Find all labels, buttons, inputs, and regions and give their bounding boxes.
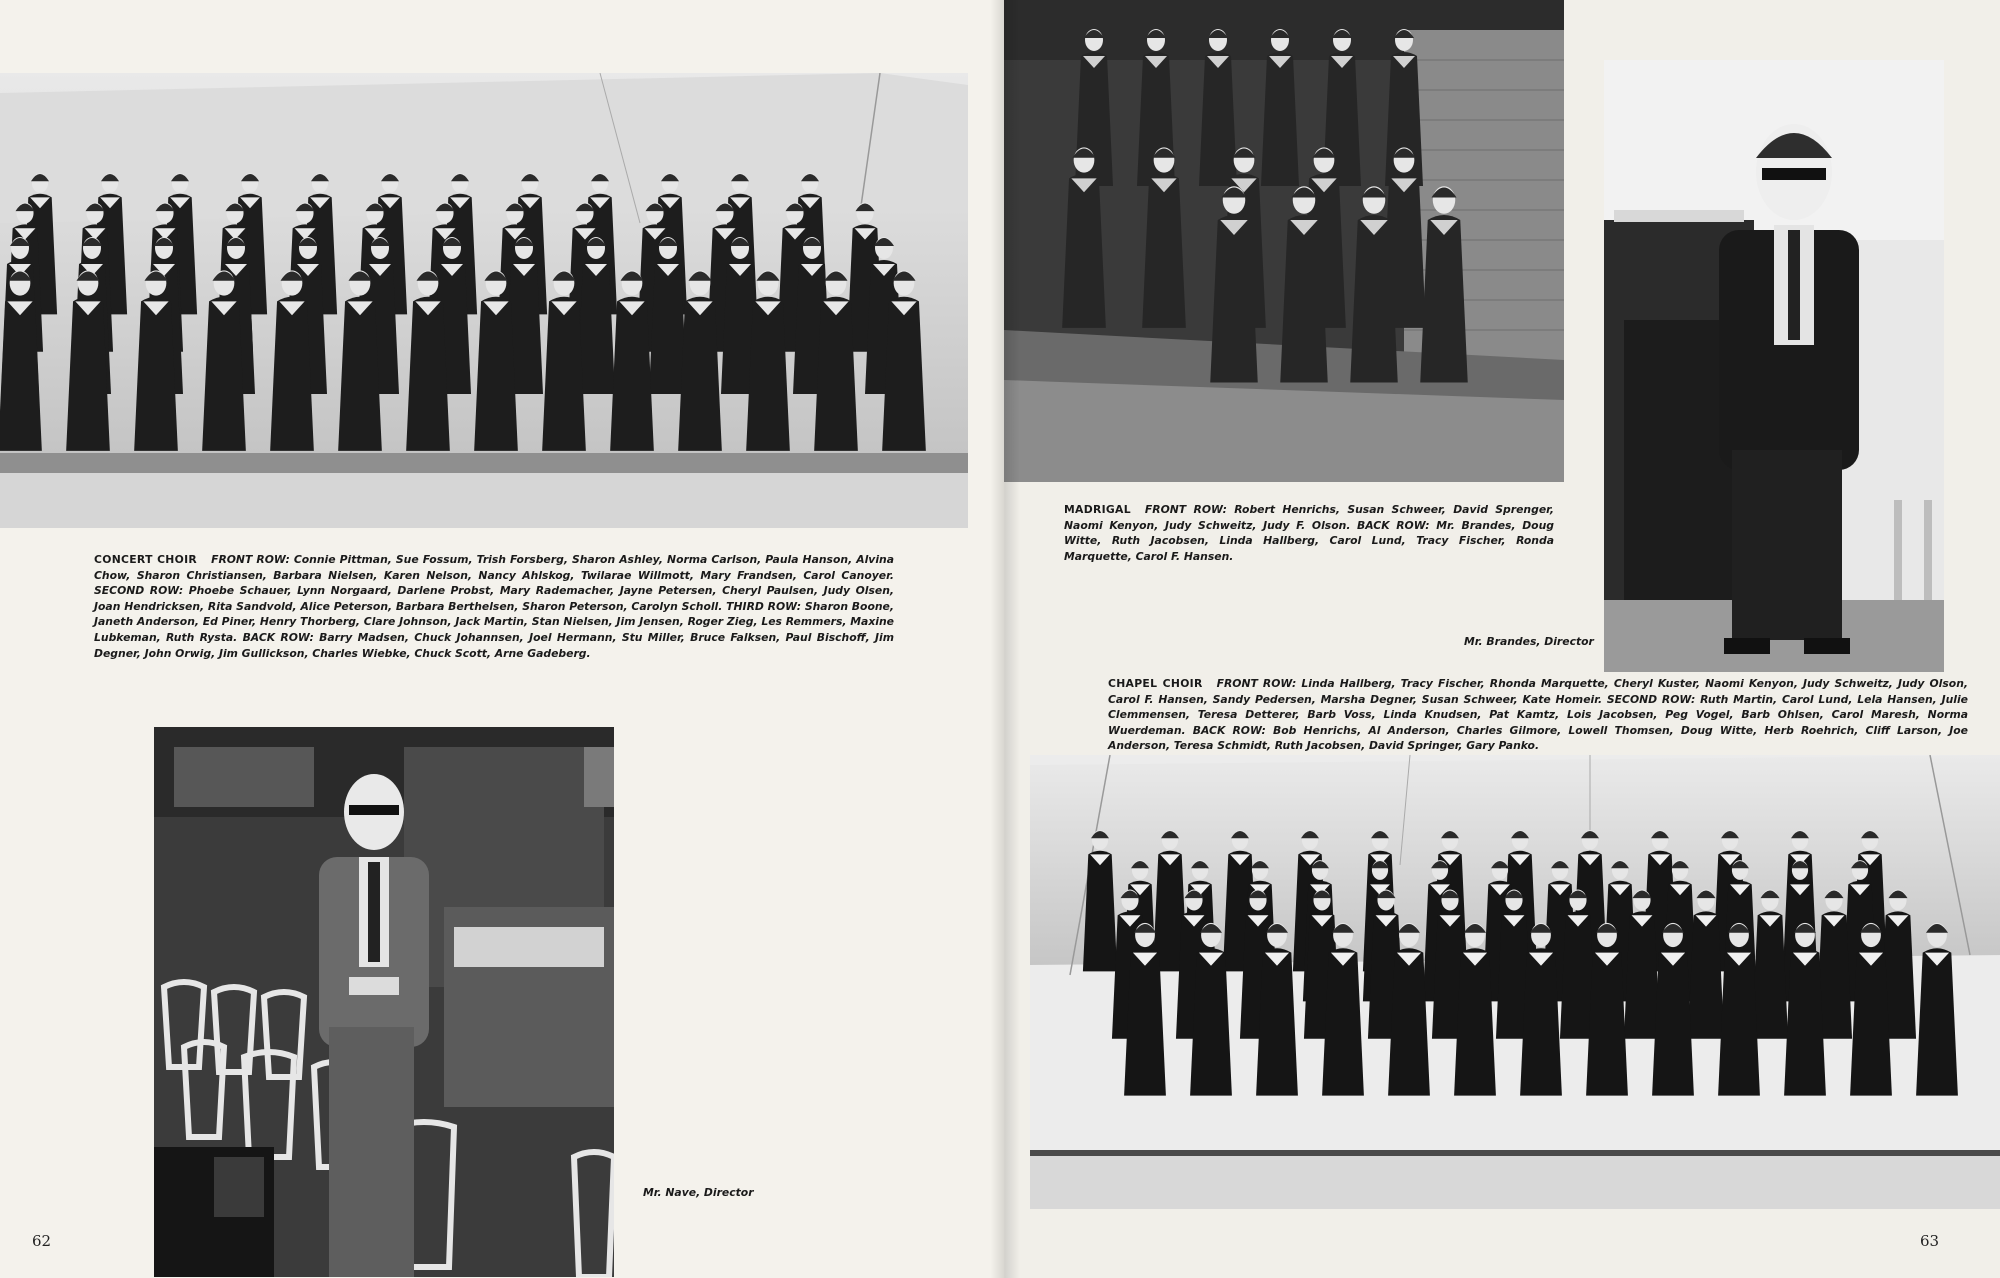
group-photo-icon (0, 73, 968, 528)
page-right (1004, 0, 2000, 1278)
brandes-credit: Mr. Brandes, Director (1464, 635, 1594, 648)
concert-choir-names: FRONT ROW: Connie Pittman, Sue Fossum, Trish Forsberg, Sharon Ashley, Norma Carlson, Paula Hanson, Alvina Chow, Sharon Christiansen, Barbara Nielsen, Karen Nelson, Nancy Ahlskog, Twilarae Willmott, Mary Frandsen, Carol Canoyer. SECOND ROW: Phoebe Schauer, Lynn Norgaard, Darlene Probst, Mary Rademacher, Jayne Petersen, Cheryl Paulsen, Judy Olsen, Joan Hendricksen, Rita Sandvold, Alice Peterson, Barbara Berthelsen, Sharon Peterson, Carolyn Scholl. THIRD ROW: Sharon Boone, Janeth Anderson, Ed Piner, Henry Thorberg, Clare Johnson, Jack Martin, Stan Nielsen, Jim Jensen, Roger Zieg, Les Remmers, Maxine Lubkeman, Ruth Rysta. BACK ROW: Barry Madsen, Chuck Johannsen, Joel Hermann, Stu Miller, Bruce Falksen, Paul Bischoff, Jim Degner, John Orwig, Jim Gullickson, Charles Wiebke, Chuck Scott, Arne Gadeberg. (94, 553, 894, 660)
madrigal-caption (1064, 502, 1554, 564)
group-photo-icon (1004, 0, 1564, 482)
madrigal-names: FRONT ROW: Robert Henrichs, Susan Schweer, David Sprenger, Naomi Kenyon, Judy Schweitz, Judy F. Olson. BACK ROW: Mr. Brandes, Doug Witte, Ruth Jacobsen, Linda Hallberg, Carol Lund, Tracy Fischer, Ronda Marquette, Carol F. Hansen. (1064, 503, 1554, 563)
portrait-photo-icon (1604, 60, 1944, 672)
concert-choir-photo (0, 73, 968, 528)
page-number-right: 63 (1920, 1232, 1940, 1250)
chapel-choir-names: FRONT ROW: Linda Hallberg, Tracy Fischer, Rhonda Marquette, Cheryl Kuster, Naomi Kenyon, Judy Schweitz, Judy Olson, Carol F. Hansen, Sandy Pedersen, Marsha Degner, Susan Schweer, Kate Homeir. SECOND ROW: Ruth Martin, Carol Lund, Lela Hansen, Julie Clemmensen, Teresa Detterer, Barb Voss, Linda Knudsen, Pat Kamtz, Lois Jacobsen, Peg Vogel, Barb Ohlsen, Carol Maresh, Norma Wuerdeman. BACK ROW: Bob Henrichs, Al Anderson, Charles Gilmore, Lowell Thomsen, Doug Witte, Herb Roehrich, Cliff Larson, Joe Anderson, Teresa Schmidt, Ruth Jacobsen, David Springer, Gary Panko. (1108, 677, 1968, 753)
nave-credit: Mr. Nave, Director (643, 1186, 754, 1199)
chapel-choir-caption (1108, 676, 1968, 754)
group-photo-icon (1030, 755, 2000, 1209)
portrait-photo-icon (154, 727, 614, 1277)
madrigal-heading: MADRIGAL (1064, 503, 1131, 516)
nave-photo (154, 727, 614, 1277)
concert-choir-caption (94, 552, 894, 661)
brandes-photo (1604, 60, 1944, 672)
book-gutter (990, 0, 1020, 1278)
concert-choir-heading: CONCERT CHOIR (94, 553, 198, 566)
madrigal-photo (1004, 0, 1564, 482)
chapel-choir-photo (1030, 755, 2000, 1209)
chapel-choir-heading: CHAPEL CHOIR (1108, 677, 1203, 690)
page-number-left: 62 (32, 1232, 52, 1250)
